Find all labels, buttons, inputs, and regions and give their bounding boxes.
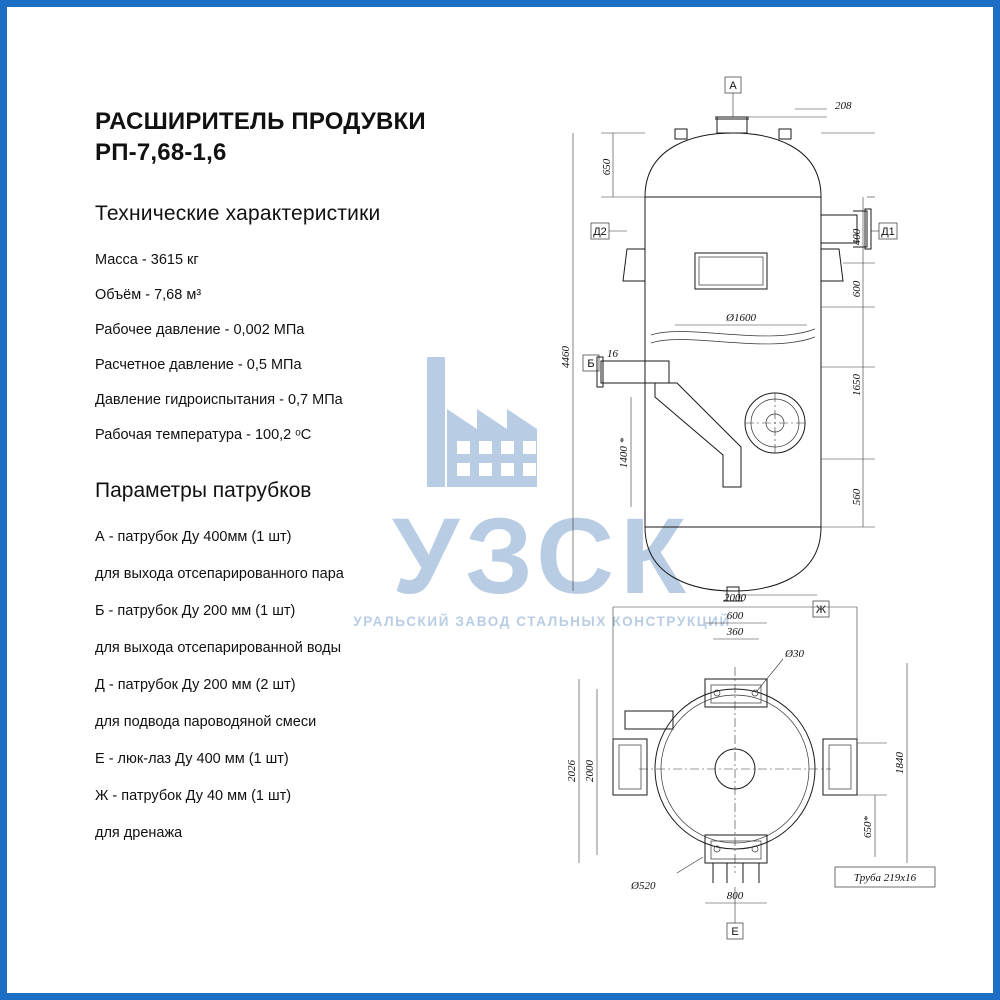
watermark-subtitle: УРАЛЬСКИЙ ЗАВОД СТАЛЬНЫХ КОНСТРУКЦИЙ	[353, 614, 731, 629]
dim-diameter-1600-label: Ø1600	[726, 312, 756, 324]
callout-b-label: Б	[587, 358, 595, 370]
param-item: Б - патрубок Ду 200 мм (1 шт)	[95, 603, 296, 620]
callout-d1-label: Д1	[881, 226, 895, 238]
pipe-note-label: Труба 219х16	[853, 872, 917, 884]
callout-e-label: Е	[731, 926, 739, 938]
dim-hole-d30-label: Ø30	[785, 648, 804, 660]
spec-item: Рабочее давление - 0,002 МПа	[95, 322, 305, 339]
callout-zh-label: Ж	[815, 604, 827, 616]
param-item: для выхода отсепарированной воды	[95, 640, 342, 657]
params-heading: Параметры патрубков	[95, 479, 312, 503]
front-view	[560, 77, 897, 617]
param-item: для дренажа	[95, 825, 183, 842]
dim-2000-left-label: 2000	[584, 760, 596, 782]
dim-2000-top-label: 2000	[724, 592, 746, 604]
spec-item: Масса - 3615 кг	[95, 252, 199, 269]
spec-item: Рабочая температура - 100,2 ᵒС	[95, 427, 312, 444]
specs-heading: Технические характеристики	[95, 202, 381, 226]
param-item: Ж - патрубок Ду 40 мм (1 шт)	[95, 788, 292, 805]
title-line-1: РАСШИРИТЕЛЬ ПРОДУВКИ	[95, 108, 426, 135]
technical-drawing	[527, 67, 947, 957]
title-line-2: РП-7,68-1,6	[95, 138, 227, 166]
dim-800-label: 800	[726, 890, 744, 902]
spec-item: Расчетное давление - 0,5 МПа	[95, 357, 302, 374]
dim-560-label: 560	[851, 488, 863, 506]
param-item: для подвода пароводяной смеси	[95, 714, 317, 731]
params-list	[95, 529, 525, 841]
spec-panel	[95, 107, 525, 862]
page-title	[95, 107, 525, 168]
dim-16-label: 16	[607, 348, 618, 360]
dim-diameter-520-label: Ø520	[631, 880, 656, 892]
callout-a-label: А	[729, 80, 737, 92]
dim-2026-label: 2026	[566, 760, 578, 782]
dim-1840-label: 1840	[894, 752, 906, 774]
dim-400-label: 400	[851, 228, 863, 246]
param-item: Д - патрубок Ду 200 мм (2 шт)	[95, 677, 296, 694]
dim-1650-label: 1650	[851, 374, 863, 396]
dim-650-star-label: 650*	[862, 816, 874, 838]
param-item: Е - люк-лаз Ду 400 мм (1 шт)	[95, 751, 289, 768]
dim-650-label: 650	[601, 158, 613, 176]
spec-item: Давление гидроиспытания - 0,7 МПа	[95, 392, 343, 409]
dim-600-label: 600	[851, 280, 863, 298]
callout-d2-label: Д2	[593, 226, 607, 238]
dim-600-top-label: 600	[726, 610, 744, 622]
dim-360-label: 360	[726, 626, 744, 638]
param-item: А - патрубок Ду 400мм (1 шт)	[95, 529, 292, 546]
dim-4460-label: 4460	[560, 346, 572, 368]
dim-1400-label: 1400 *	[618, 437, 630, 469]
dim-208-label: 208	[835, 100, 852, 112]
specs-list	[95, 252, 525, 443]
watermark-text: УЗСК	[391, 495, 693, 616]
param-item: для выхода отсепарированного пара	[95, 566, 344, 583]
top-view	[566, 592, 935, 939]
spec-item: Объём - 7,68 м³	[95, 287, 202, 304]
